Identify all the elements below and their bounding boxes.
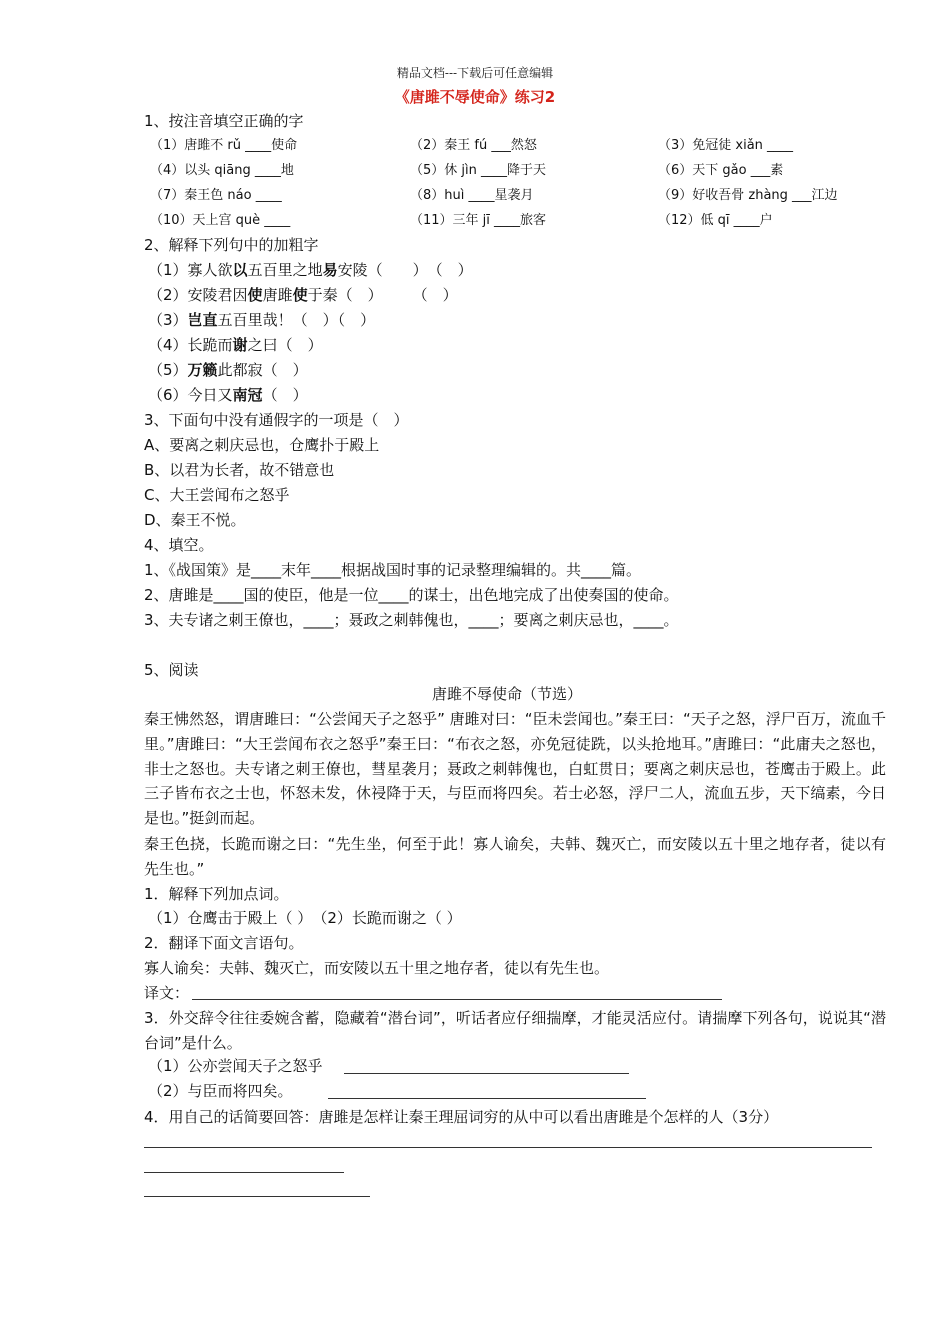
sub3-item-1: （1）公亦尝闻天子之怒乎 [148,1057,323,1075]
sub3-heading: 3．外交辞令往往委婉含蓄，隐藏着“潜台词”，听话者应仔细揣摩，才能灵活应付。请揣摩下列各句，说说其“潜台词”是什么。 [144,1009,886,1052]
q1-item-3: （3）免冠徒 xiǎn ____ [658,138,794,153]
q1-item-4: （4）以头 qiāng ____地 [150,163,294,178]
q1-item-10: （10）天上宫 què ____ [150,213,291,228]
sub4-answer-line-1[interactable] [144,1147,872,1148]
sub2-answer-label: 译文： [144,984,190,1002]
q3-option-d: D、秦王不悦。 [144,511,246,529]
q3-heading: 3、下面句中没有通假字的一项是（ ） [144,411,409,429]
q5-heading: 5、阅读 [144,661,199,679]
passage-title: 唐雎不辱使命（节选） [431,685,582,703]
q1-item-1: （1）唐雎不 rǔ ____使命 [150,138,298,153]
sub1-items: （1）仓鹰击于殿上（ ） （2）长跪而谢之（ ） [148,909,462,927]
q3-option-b: B、以君为长者，故不错意也 [144,461,335,479]
q2-line-6: （6）今日又南冠（ ） [148,386,308,404]
q1-item-2: （2）秦王 fú ___然怒 [410,138,537,153]
passage-paragraph-1: 秦王怫然怒，谓唐雎曰：“公尝闻天子之怒乎” 唐雎对曰：“臣未尝闻也。”秦王曰：“天子之怒，浮尸百万，流血千里。”唐雎曰：“大王尝闻布衣之怒乎”秦王曰：“布衣之怒，亦免冠徒跣，以头抢地耳。”唐雎曰：“此庸夫之怒也，非士之怒也。夫专诸之刺王僚也，彗星袭月；聂政之刺韩傀也，白虹贯日；要离之刺庆忌也，苍鹰击于殿上。此三子皆布衣之士也，怀怒未发，休祲降于天，与臣而将四矣。若士必怒，浮尸二人，流血五步，天下缟素，今日是也。”挺剑而起。 [144,710,886,828]
q1-item-9: （9）好收吾骨 zhàng ___江边 [658,188,838,203]
sub4-answer-line-3[interactable] [144,1196,370,1197]
sub2-heading: 2．翻译下面文言语句。 [144,934,304,952]
sub3-answer-line-2[interactable] [328,1098,646,1099]
q2-line-1: （1）寡人欲以五百里之地易安陵（ ） （ ） [148,261,473,279]
q1-item-8: （8）huì ____星袭月 [410,188,534,203]
sub2-answer-line[interactable] [192,999,722,1000]
q1-item-7: （7）秦王色 náo ____ [150,188,282,203]
q3-option-a: A、要离之刺庆忌也，仓鹰扑于殿上 [144,436,380,454]
q4-line-3: 3、夫专诸之刺王僚也，____；聂政之刺韩傀也，____；要离之刺庆忌也，____。 [144,611,679,629]
q1-heading: 1、按注音填空正确的字 [144,112,304,130]
sub4-heading: 4．用自己的话简要回答：唐雎是怎样让秦王理屈词穷的从中可以看出唐雎是个怎样的人（3分） [144,1108,779,1126]
page-title: 《唐雎不辱使命》练习2 [394,88,556,106]
q4-heading: 4、填空。 [144,536,214,554]
q4-line-2: 2、唐雎是____国的使臣，他是一位____的谋士，出色地完成了出使奏国的使命。 [144,586,679,604]
q1-item-6: （6）天下 gǎo ___素 [658,163,784,178]
page-header: 精品文档---下载后可任意编辑 [396,66,554,80]
sub1-heading: 1．解释下列加点词。 [144,885,289,903]
q2-line-4: （4）长跪而谢之曰（ ） [148,336,323,354]
sub3-item-2: （2）与臣而将四矣。 [148,1082,293,1100]
q4-line-1: 1、《战国策》是____末年____根据战国时事的记录整理编辑的。共____篇。 [144,561,642,579]
sub2-sentence: 寡人谕矣：夫韩、魏灭亡，而安陵以五十里之地存者，徒以有先生也。 [144,959,610,977]
q2-line-3: （3）岂直五百里哉！（ ）（ ） [148,311,376,329]
sub3-answer-line-1[interactable] [344,1073,629,1074]
q2-heading: 2、解释下列句中的加粗字 [144,236,319,254]
q1-item-11: （11）三年 jī ____旅客 [410,213,547,228]
passage-paragraph-2: 秦王色挠，长跪而谢之曰：“先生坐，何至于此！寡人谕矣，夫韩、魏灭亡，而安陵以五十里之地存者，徒以有先生也。” [144,835,886,878]
q1-item-5: （5）休 jìn ____降于天 [410,163,546,178]
sub4-answer-line-2[interactable] [144,1172,344,1173]
q2-line-5: （5）万籁此都寂（ ） [148,361,308,379]
q3-option-c: C、大王尝闻布之怒乎 [144,486,290,504]
q2-line-2: （2）安陵君因使唐雎使于秦（ ） （ ） [148,286,458,304]
q1-item-12: （12）低 qī ____户 [658,213,773,228]
